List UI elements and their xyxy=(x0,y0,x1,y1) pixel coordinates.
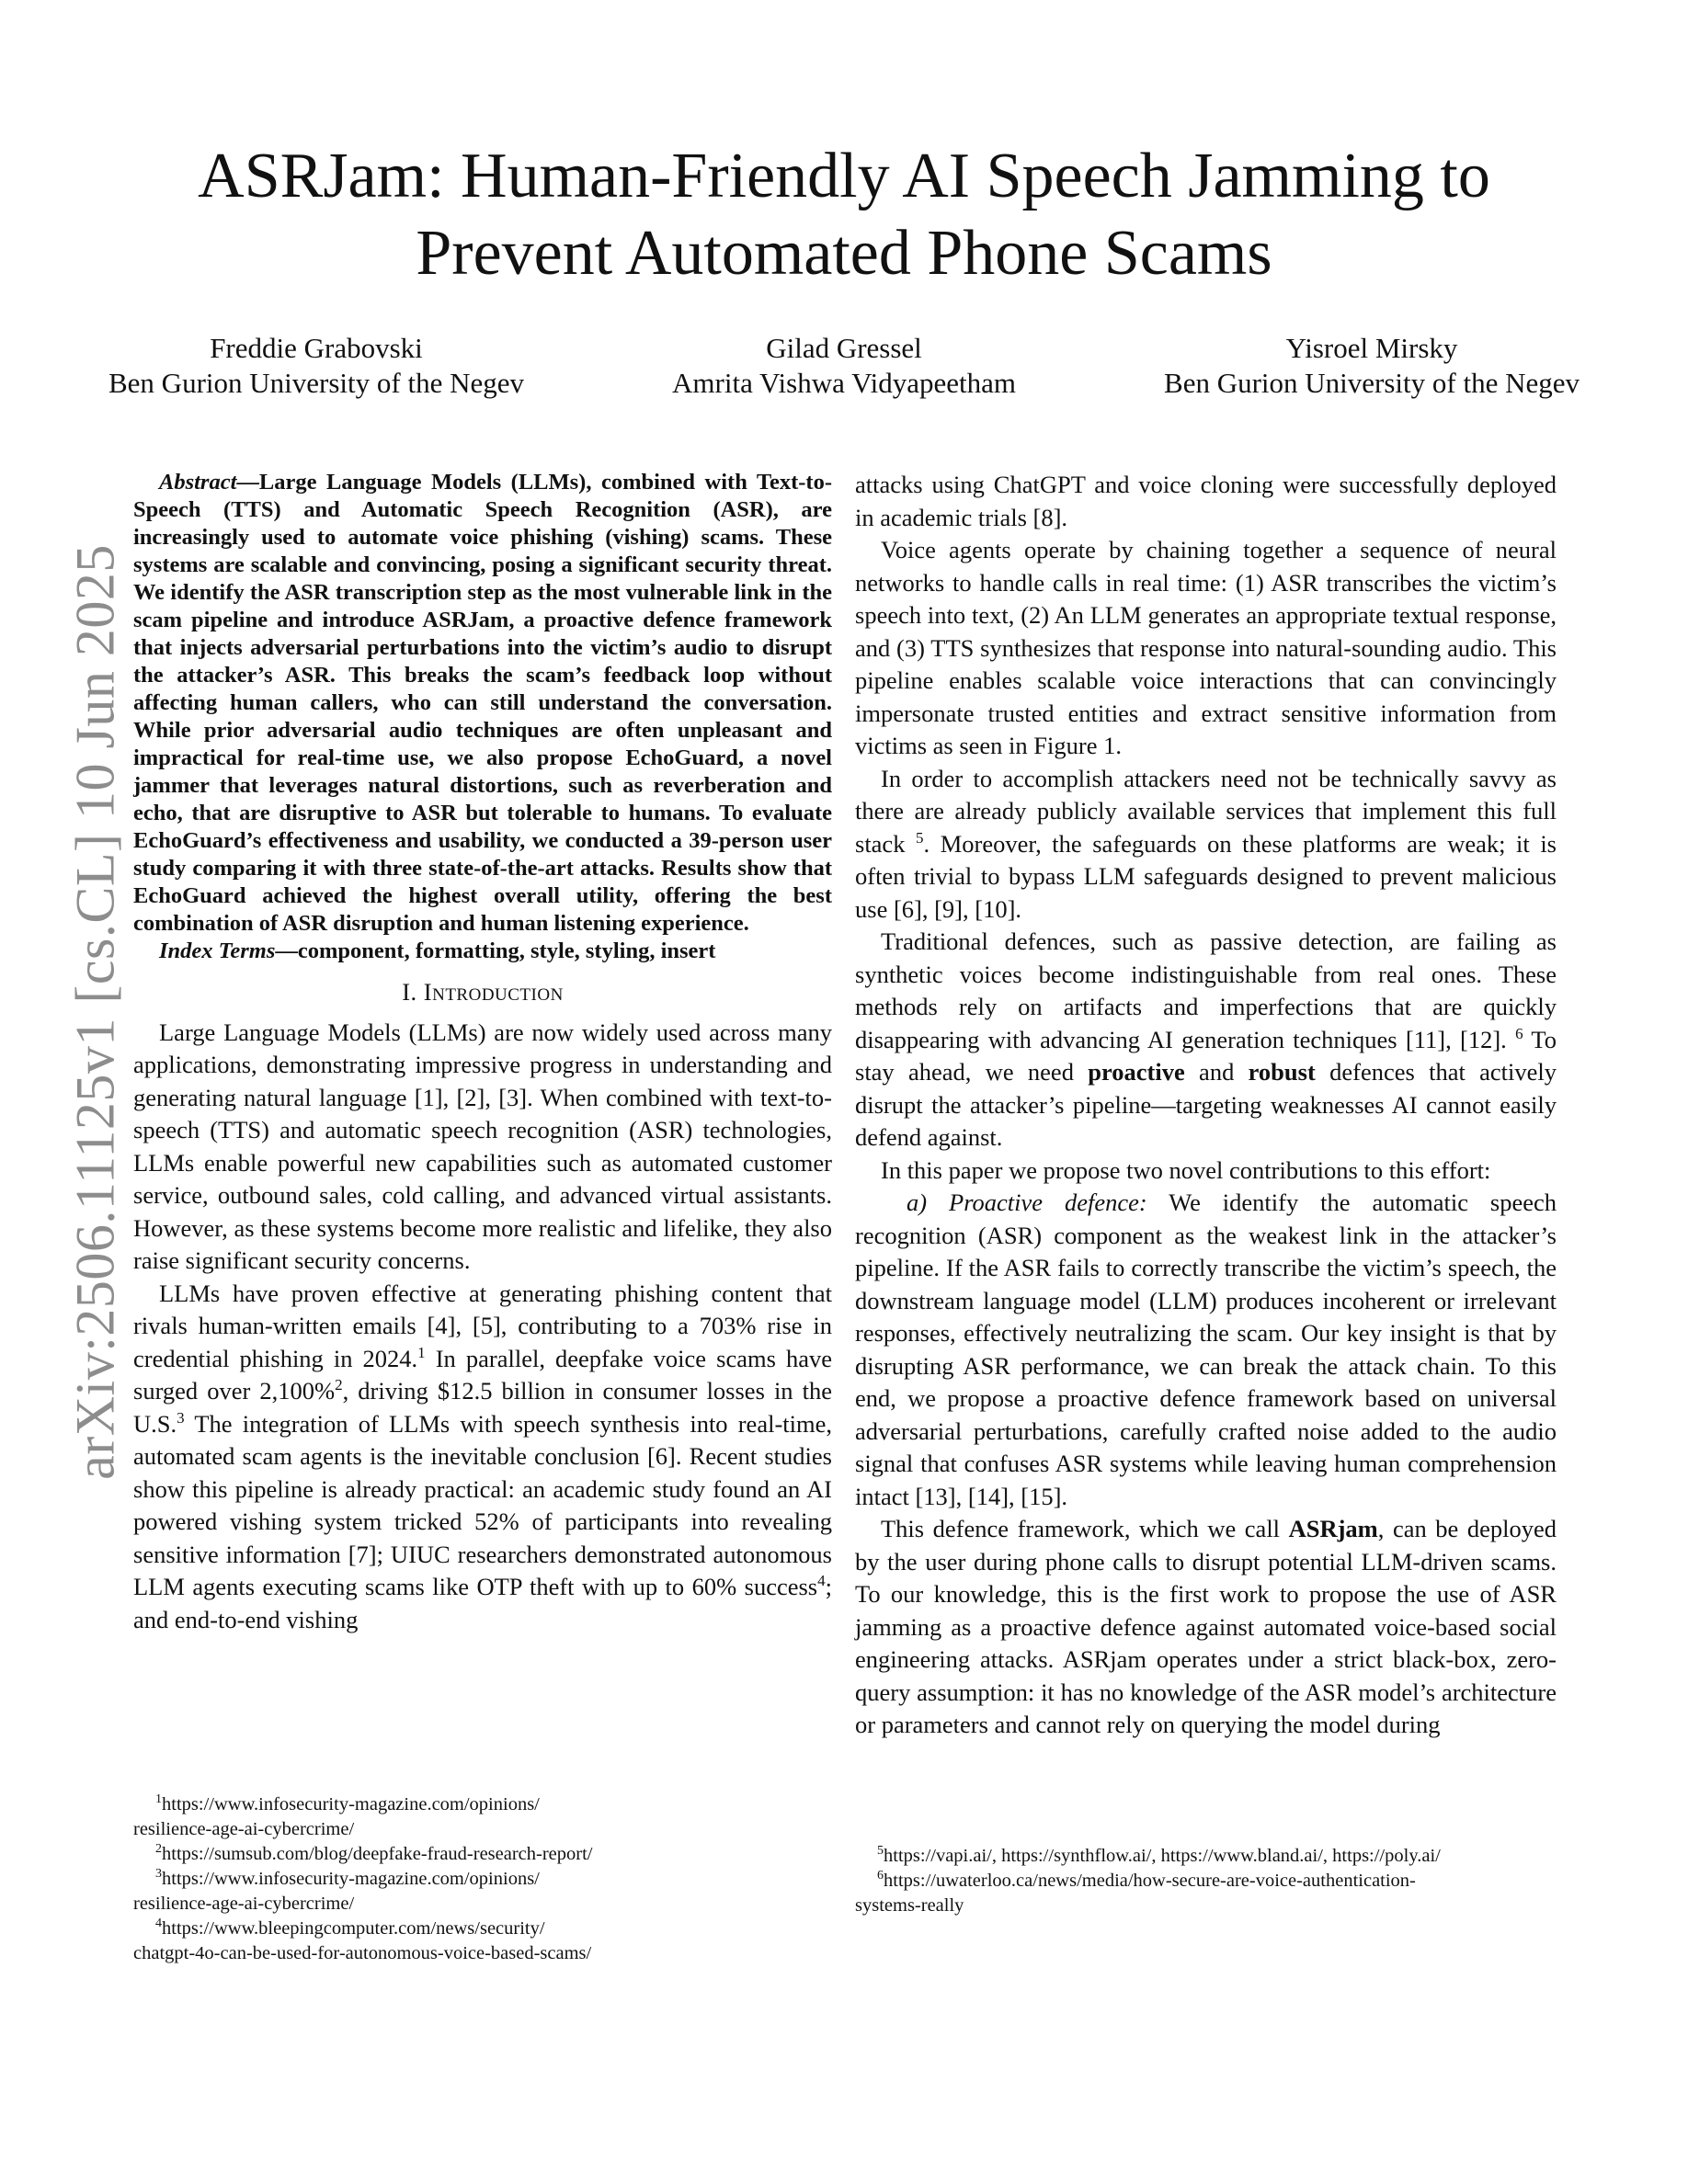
arxiv-identifier-stamp: arXiv:2506.11125v1 [cs.CL] 10 Jun 2025 xyxy=(64,544,126,1480)
right-paragraph-2: Voice agents operate by chaining together a sequence of neural networks to handle calls in real time: (1) ASR transcribes the victim’s speech into text, (2) An LLM generates an appropriate textual response, and (3) TTS synthesizes that response into natural-sounding audio. This pipeline enables scalable voice interactions that can convincingly impersonate trusted entities and extract sensitive information from victims as seen in Figure 1. xyxy=(855,536,1557,759)
footnote-ref: 2 xyxy=(335,1376,343,1394)
footnote-ref: 6 xyxy=(1515,1024,1523,1042)
left-column xyxy=(133,469,832,1636)
author-affiliation: Amrita Vishwa Vidyapeetham xyxy=(672,367,1016,399)
author-2 xyxy=(672,331,1016,401)
footnote-6-cont: systems-really xyxy=(855,1895,964,1916)
right-paragraph-1: attacks using ChatGPT and voice cloning were successfully deployed in academic trials [8]. xyxy=(855,471,1557,531)
author-name: Freddie Grabovski xyxy=(210,332,423,364)
index-terms-text: —component, formatting, style, styling, insert xyxy=(275,938,716,963)
paragraph-proactive-defence: a) Proactive defence: We identify the automatic speech recognition (ASR) component as the weakest link in the attacker’s pipeline. If the ASR fails to correctly transcribe the victim’s speech, the downstream language model (LLM) produces incoherent or irrelevant responses, effectively neutralizing the scam. Our key insight is that by disrupting ASR performance, we can break the attack chain. To this end, we propose a proactive defence framework based on universal adversarial perturbations, carefully crafted noise added to the audio signal that confuses ASR systems while leaving human comprehension intact [13], [14], [15]. xyxy=(855,1189,1557,1510)
abstract-text: —Large Language Models (LLMs), combined with Text-to-Speech (TTS) and Automatic Speech Recognition (ASR), are increasingly used to automate voice phishing (vishing) scams. These systems are scalable and convincing, posing a significant security threat. We identify the ASR transcription step as the most vulnerable link in the scam pipeline and introduce ASRJam, a proactive defence framework that injects adversarial perturbations into the victim’s audio to disrupt the attacker’s ASR. This breaks the scam’s feedback loop without affecting human callers, who can still understand the conversation. While prior adversarial audio techniques are often unpleasant and impractical for real-time use, we also propose EchoGuard, a novel jammer that leverages natural distortions, such as reverberation and echo, that are disruptive to ASR but tolerable to humans. To evaluate EchoGuard’s effectiveness and usability, we conducted a 39-person user study comparing it with three state-of-the-art attacks. Results show that EchoGuard achieved the highest overall utility, offering the best combination of ASR disruption and human listening experience. xyxy=(133,470,832,936)
footnotes-right xyxy=(855,1844,1557,1918)
footnotes-left xyxy=(133,1792,832,1966)
footnote-ref: 4 xyxy=(817,1572,826,1590)
title-line-1: ASRJam: Human-Friendly AI Speech Jamming to xyxy=(198,141,1490,211)
footnote-1-cont: resilience-age-ai-cybercrime/ xyxy=(133,1819,355,1839)
author-affiliation: Ben Gurion University of the Negev xyxy=(108,367,524,399)
right-column xyxy=(855,469,1557,1742)
footnote-ref: 1 xyxy=(417,1343,426,1361)
author-name: Yisroel Mirsky xyxy=(1285,332,1458,364)
paper-title xyxy=(108,138,1580,292)
section-heading-introduction: I. Introduction xyxy=(402,978,564,1006)
paragraph-heading: a) Proactive defence: xyxy=(907,1189,1147,1216)
abstract-label: Abstract xyxy=(159,470,237,495)
footnote-3-cont: resilience-age-ai-cybercrime/ xyxy=(133,1894,355,1914)
footnote-4-cont: chatgpt-4o-can-be-used-for-autonomous-voice-based-scams/ xyxy=(133,1943,592,1963)
footnote-6: $^6$https://uwaterloo.ca/news/media/how-secure-are-voice-authentication- xyxy=(877,1869,1416,1891)
index-terms-label: Index Terms xyxy=(159,938,276,963)
author-3 xyxy=(1164,331,1580,401)
footnote-ref: 3 xyxy=(177,1408,185,1427)
right-paragraph-7: This defence framework, which we call ASRjam, can be deployed by the user during phone calls to disrupt potential LLM-driven scams. To our knowledge, this is the first work to propose the use of ASR jamming as a proactive defence against automated voice-based social engineering attacks. ASRjam operates under a strict black-box, zero-query assumption: it has no knowledge of the ASR model’s architecture or parameters and cannot rely on querying the model during xyxy=(855,1515,1557,1738)
right-paragraph-5: In this paper we propose two novel contributions to this effort: xyxy=(881,1155,1491,1184)
footnote-ref: 5 xyxy=(916,828,924,847)
footnote-4: $^4$https://www.bleepingcomputer.com/news/security/ xyxy=(155,1917,545,1939)
author-block xyxy=(108,331,1580,401)
author-name: Gilad Gressel xyxy=(766,332,922,364)
abstract xyxy=(133,469,832,938)
intro-paragraph-2: LLMs have proven effective at generating phishing content that rivals human-written emails [4], [5], contributing to a 703% rise in credential phishing in 2024.$^1$ In parallel, deepfake voice scams have surged over 2,100%$^2$, driving $12.5 billion in consumer losses in the U.S.$^3$ The integration of LLMs with speech synthesis into real-time, automated scam agents is the inevitable conclusion [6]. Recent studies show this pipeline is already practical: an academic study found an AI powered vishing system tricked 52% of participants into revealing sensitive information [7]; UIUC researchers demonstrated autonomous LLM agents executing scams like OTP theft with up to 60% success$^4$; and end-to-end vishing xyxy=(133,1279,832,1633)
right-paragraph-4: Traditional defences, such as passive detection, are failing as synthetic voices become indistinguishable from real ones. These methods rely on artifacts and imperfections that are quickly disappearing with advancing AI generation techniques [11], [12]. $^6$ To stay ahead, we need proactive and robust defences that actively disrupt the attacker’s pipeline—targeting weaknesses AI cannot easily defend against. xyxy=(855,927,1557,1151)
right-paragraph-3: In order to accomplish attackers need not be technically savvy as there are already publicly available services that implement this full stack $^5$. Moreover, the safeguards on these platforms are weak; it is often trivial to bypass LLM safeguards designed to prevent malicious use [6], [9], [10]. xyxy=(855,764,1557,923)
author-affiliation: Ben Gurion University of the Negev xyxy=(1164,367,1580,399)
footnote-1: $^1$https://www.infosecurity-magazine.com/opinions/ xyxy=(155,1792,540,1814)
author-1 xyxy=(108,331,524,401)
title-line-2: Prevent Automated Phone Scams xyxy=(416,218,1272,289)
footnote-5: $^5$https://vapi.ai/, https://synthflow.ai/, https://www.bland.ai/, https://poly.ai/ xyxy=(877,1844,1441,1866)
footnote-3: $^3$https://www.infosecurity-magazine.com/opinions/ xyxy=(155,1867,540,1889)
footnote-2: $^2$https://sumsub.com/blog/deepfake-fraud-research-report/ xyxy=(155,1842,593,1864)
index-terms xyxy=(133,938,832,965)
intro-paragraph-1: Large Language Models (LLMs) are now widely used across many applications, demonstrating impressive progress in understanding and generating natural language [1], [2], [3]. When combined with text-to-speech (TTS) and automatic speech recognition (ASR) technologies, LLMs enable powerful new capabilities such as automated customer service, outbound sales, cold calling, and advanced virtual assistants. However, as these systems become more realistic and lifelike, they also raise significant security concerns. xyxy=(133,1018,832,1274)
